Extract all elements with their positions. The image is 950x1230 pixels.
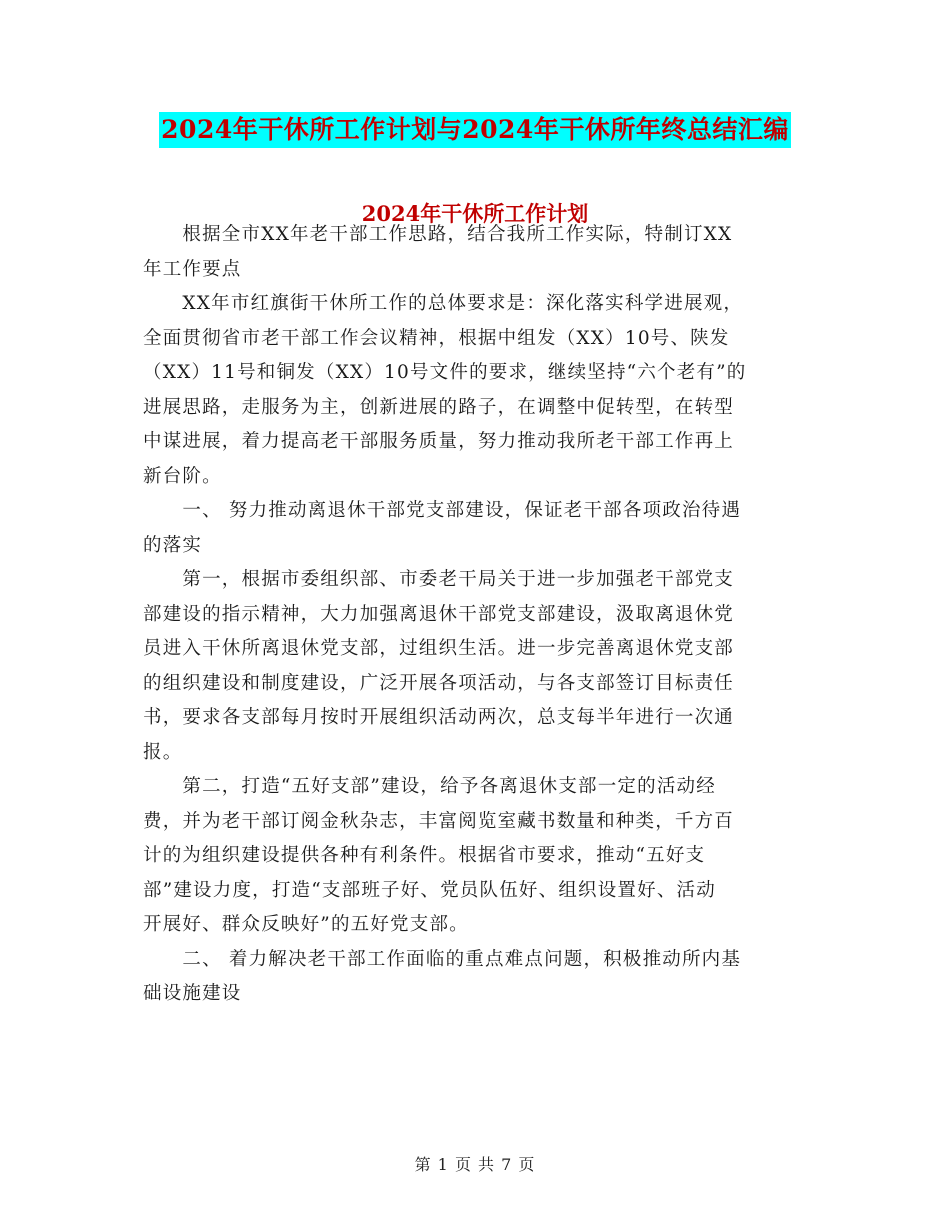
- main-title: 2024年干休所工作计划与2024年干休所年终总结汇编: [159, 112, 791, 148]
- text-line: 年工作要点: [143, 258, 242, 280]
- text-line: （XX）11号和铜发（XX）10号文件的要求，继续坚持“六个老有”的: [143, 362, 747, 383]
- text-line: 一、 努力推动离退休干部党支部建设，保证老干部各项政治待遇: [143, 500, 742, 521]
- text-line: 进展思路，走服务为主，创新进展的路子，在调整中促转型，在转型: [143, 396, 735, 418]
- text-line: 的组织建设和制度建设，广泛开展各项活动，与各支部签订目标责任: [143, 672, 735, 694]
- text-line: 计的为组织建设提供各种有利条件。根据省市要求，推动“五好支: [143, 845, 706, 866]
- main-title-container: [0, 112, 950, 148]
- text-line: 第一，根据市委组织部、市委老干局关于进一步加强老干部党支: [143, 569, 735, 590]
- text-line: 根据全市XX年老干部工作思路，结合我所工作实际，特制订XX: [143, 224, 733, 245]
- text-line: 开展好、群众反映好”的五好党支部。: [143, 914, 469, 935]
- text-line: 二、 着力解决老干部工作面临的重点难点问题，积极推动所内基: [143, 948, 742, 970]
- text-line: 部建设的指示精神，大力加强离退休干部党支部建设，汲取离退休党: [143, 603, 735, 625]
- text-line: 中谋进展，着力提高老干部服务质量，努力推动我所老干部工作再上: [143, 431, 735, 452]
- text-line: 全面贯彻省市老干部工作会议精神，根据中组发（XX）10号、陕发: [143, 327, 730, 349]
- text-line: 第二，打造“五好支部”建设，给予各离退休支部一定的活动经: [143, 776, 716, 797]
- text-line: 报。: [143, 741, 183, 763]
- text-line: 的落实: [143, 534, 203, 556]
- text-line: 础设施建设: [143, 983, 242, 1004]
- text-line: 费，并为老干部订阅金秋杂志，丰富阅览室藏书数量和种类，千方百: [143, 810, 735, 832]
- text-line: 部”建设力度，打造“支部班子好、党员队伍好、组织设置好、活动: [143, 879, 716, 901]
- text-line: XX年市红旗街干休所工作的总体要求是：深化落实科学进展观，: [143, 293, 744, 314]
- section-title: 2024年干休所工作计划: [361, 201, 589, 226]
- body-text: [143, 218, 807, 1012]
- page-footer: 第 1 页 共 7 页: [414, 1155, 536, 1174]
- text-line: 新台阶。: [143, 465, 222, 487]
- text-line: 员进入干休所离退休党支部，过组织生活。进一步完善离退休党支部: [143, 638, 735, 659]
- text-line: 书，要求各支部每月按时开展组织活动两次，总支每半年进行一次通: [143, 707, 735, 728]
